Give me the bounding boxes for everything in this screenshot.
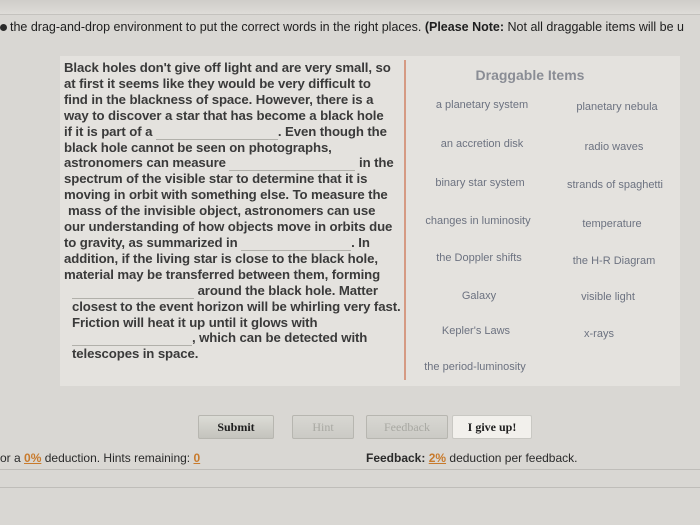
passage-fragment: . Even though the: [277, 123, 387, 139]
passage-fragment: around the black hole. Matter: [197, 282, 378, 298]
draggable-item[interactable]: the Doppler shifts: [436, 252, 522, 264]
passage-line: telescopes in space.: [72, 346, 199, 362]
draggable-item[interactable]: a planetary system: [435, 99, 529, 111]
passage-fragment: if it is part of a: [64, 123, 153, 139]
feedback-button[interactable]: Feedback: [366, 415, 448, 439]
give-up-button[interactable]: I give up!: [452, 415, 532, 439]
drop-zone-1[interactable]: [156, 127, 278, 140]
passage-text: [64, 60, 404, 362]
passage-line: [64, 155, 404, 171]
draggable-item[interactable]: changes in luminosity: [425, 215, 531, 227]
feedback-suffix: deduction per feedback.: [449, 451, 578, 465]
instruction-prefix: the drag-and-drop environment to put the correct words in the right places.: [10, 20, 422, 34]
draggable-item[interactable]: the period-luminosity: [424, 361, 526, 373]
draggable-item[interactable]: temperature: [582, 218, 642, 230]
draggable-item[interactable]: strands of spaghetti: [566, 179, 663, 191]
draggable-item[interactable]: visible light: [581, 291, 635, 303]
drop-zone-3[interactable]: [241, 238, 351, 251]
drop-zone-5[interactable]: [72, 333, 192, 346]
deduction-mid: deduction. Hints remaining:: [44, 451, 191, 465]
draggable-item[interactable]: x-rays: [584, 328, 614, 340]
passage-line: Black holes don't give off light and are very small, so: [64, 60, 391, 75]
feedback-status: [366, 451, 577, 465]
draggable-item[interactable]: planetary nebula: [576, 101, 658, 113]
passage-line: [64, 330, 404, 346]
draggable-item[interactable]: the H-R Diagram: [572, 255, 656, 267]
deduction-prefix: or a: [0, 451, 21, 465]
passage-fragment: astronomers can measure: [64, 155, 226, 171]
passage-fragment: , which can be detected with: [192, 330, 368, 346]
divider: [0, 469, 700, 470]
passage-line: find in the blackness of space. However, there is a: [64, 91, 374, 107]
passage-fragment: in the: [359, 155, 394, 171]
browser-top-bar: [0, 0, 700, 15]
deduction-percent: 0%: [24, 451, 42, 465]
instruction-note-text: Not all draggable items will be u: [507, 20, 684, 34]
passage-fragment: . In: [351, 234, 370, 250]
passage-line: moving in orbit with something else. To measure the: [64, 187, 388, 203]
drop-zone-2[interactable]: [229, 158, 355, 171]
hints-remaining-count: 0: [193, 451, 201, 465]
passage-line: material may be transferred between them, forming: [64, 266, 381, 282]
passage-line: our understanding of how objects move in orbits due: [64, 219, 393, 235]
passage-line: at first it seems like they would be very difficult to: [64, 75, 371, 91]
deduction-status: [0, 451, 200, 465]
feedback-percent: 2%: [428, 451, 447, 465]
draggable-items-title: Draggable Items: [475, 67, 585, 83]
passage-line: addition, if the living star is close to the black hole,: [64, 250, 378, 266]
instruction-text: [0, 16, 700, 38]
instruction-note-label: (Please Note:: [424, 20, 505, 34]
passage-line: Friction will heat it up until it glows with: [72, 314, 318, 330]
passage-line: [64, 124, 404, 140]
draggable-item[interactable]: Kepler's Laws: [441, 325, 511, 337]
bullet-icon: [0, 24, 7, 31]
passage-line: [64, 235, 404, 251]
draggable-item[interactable]: an accretion disk: [440, 138, 524, 150]
hint-button[interactable]: Hint: [292, 415, 354, 439]
passage-line: way to discover a star that has become a black hole: [64, 107, 384, 123]
feedback-label: Feedback:: [366, 451, 426, 465]
divider: [0, 487, 700, 488]
draggable-item[interactable]: binary star system: [435, 177, 525, 189]
passage-line: black hole cannot be seen on photographs,: [64, 139, 332, 155]
passage-fragment: to gravity, as summarized in: [64, 234, 238, 250]
draggable-item[interactable]: radio waves: [584, 141, 644, 153]
passage-line: spectrum of the visible star to determine that it is: [64, 171, 368, 187]
passage-line: mass of the invisible object, astronomers can use: [68, 203, 376, 219]
passage-line: closest to the event horizon will be whirling very fast.: [72, 298, 401, 314]
drop-zone-4[interactable]: [72, 286, 194, 299]
draggable-item[interactable]: Galaxy: [461, 290, 497, 302]
passage-line: [64, 283, 404, 299]
submit-button[interactable]: Submit: [198, 415, 274, 439]
column-separator: [404, 60, 406, 380]
